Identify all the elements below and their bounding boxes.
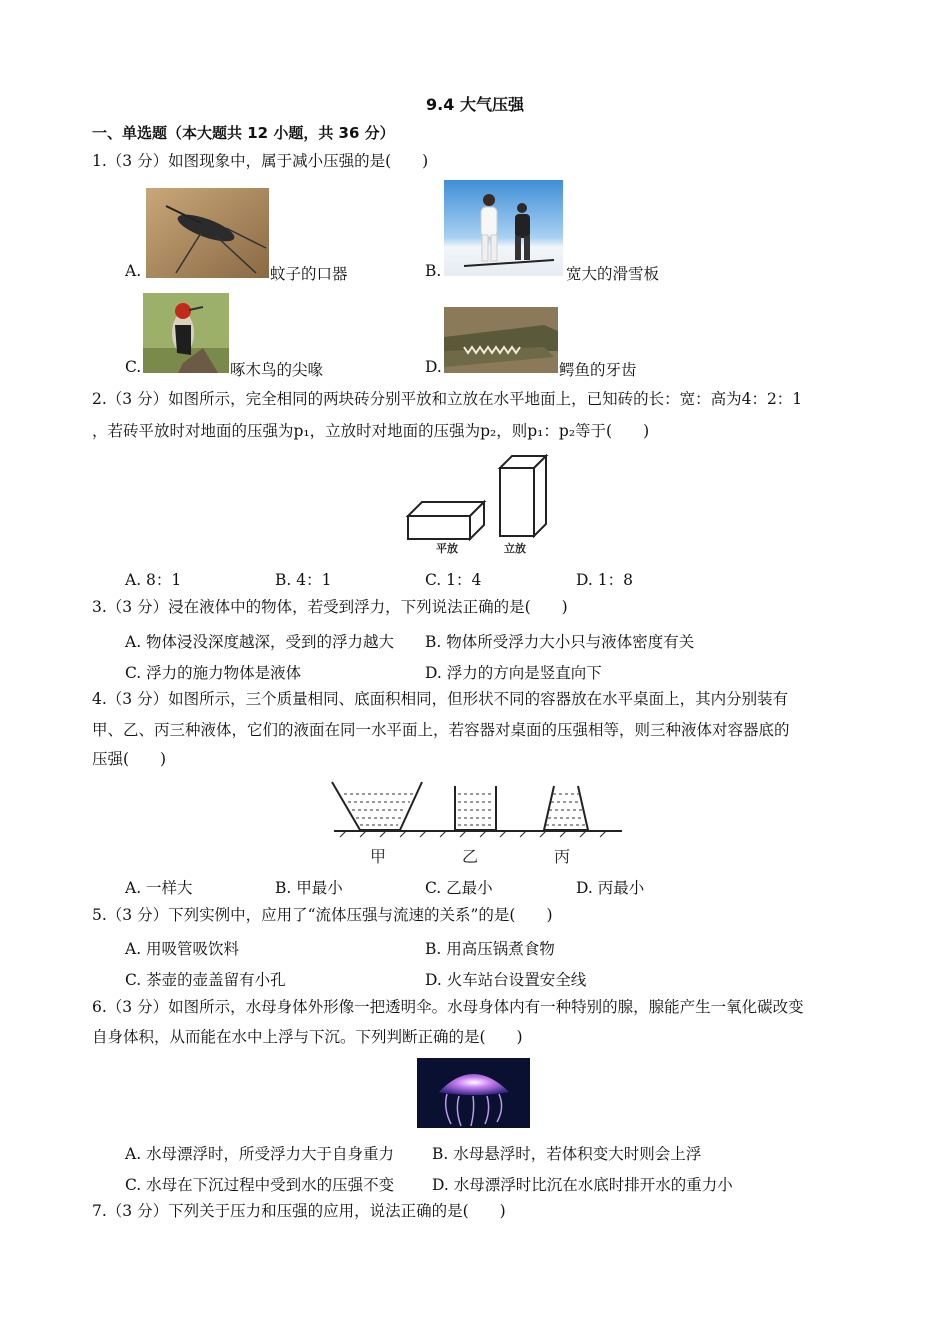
section-heading: 一、单选题（本大题共 12 小题，共 36 分） [92,124,395,142]
jellyfish-image [417,1058,530,1128]
q4-option-c: C. 乙最小 [425,879,493,897]
question-4-line-1: 4.（3 分）如图所示，三个质量相同、底面积相同，但形状不同的容器放在水平桌面上，其内分别装有 [92,690,789,708]
q6-option-d: D. 水母漂浮时比沉在水底时排开水的重力小 [432,1176,733,1194]
woodpecker-image [143,293,229,373]
q4-option-b: B. 甲最小 [275,879,343,897]
containers-figure [330,780,626,868]
q1-option-c-text: 啄木鸟的尖喙 [230,361,324,379]
crocodile-image [444,307,558,373]
question-3-stem: 3.（3 分）浸在液体中的物体，若受到浮力，下列说法正确的是( ) [92,598,568,616]
fig-label-bing: 丙 [554,847,571,866]
q2-option-b: B. 4：1 [275,571,332,589]
q1-option-b-label: B. [425,262,442,280]
q3-option-a: A. 物体浸没深度越深，受到的浮力越大 [125,633,395,651]
question-4-line-2: 甲、乙、丙三种液体，它们的液面在同一水平面上，若容器对桌面的压强相等，则三种液体对容器底的 [92,721,790,739]
question-2-line-2: ，若砖平放时对地面的压强为p₁，立放时对地面的压强为p₂，则p₁：p₂等于( ) [92,422,650,440]
q1-option-a-label: A. [125,262,142,280]
q4-option-a: A. 一样大 [125,879,193,897]
question-5-stem: 5.（3 分）下列实例中，应用了“流体压强与流速的关系”的是( ) [92,906,553,924]
q2-option-c: C. 1：4 [425,571,482,589]
page-title: 9.4 大气压强 [426,95,524,114]
question-2-line-1: 2.（3 分）如图所示，完全相同的两块砖分别平放和立放在水平地面上，已知砖的长：宽：高为4：2：1 [92,390,803,408]
q1-option-d-label: D. [425,358,442,376]
q1-option-c-label: C. [125,358,142,376]
q5-option-b: B. 用高压锅煮食物 [425,940,555,958]
q5-option-c: C. 茶壶的壶盖留有小孔 [125,971,286,989]
q6-option-a: A. 水母漂浮时，所受浮力大于自身重力 [125,1145,395,1163]
q5-option-d: D. 火车站台设置安全线 [425,971,587,989]
fig-label-jia: 甲 [370,847,387,866]
q6-option-b: B. 水母悬浮时，若体积变大时则会上浮 [432,1145,702,1163]
q2-option-d: D. 1：8 [576,571,633,589]
q1-option-b-text: 宽大的滑雪板 [566,265,660,283]
bricks-figure [398,452,554,560]
fig-label-flat: 平放 [436,542,458,555]
q2-option-a: A. 8：1 [125,571,182,589]
question-1-stem: 1.（3 分）如图现象中，属于减小压强的是( ) [92,152,429,170]
question-6-line-2: 自身体积，从而能在水中上浮与下沉。下列判断正确的是( ) [92,1028,523,1046]
question-7-stem: 7.（3 分）下列关于压力和压强的应用，说法正确的是( ) [92,1202,506,1220]
q3-option-d: D. 浮力的方向是竖直向下 [425,664,602,682]
fig-label-stand: 立放 [504,542,526,555]
q1-option-d-text: 鳄鱼的牙齿 [559,361,637,379]
question-6-line-1: 6.（3 分）如图所示，水母身体外形像一把透明伞。水母身体内有一种特别的腺，腺能产生一氧化碳改变 [92,998,804,1016]
q1-option-a-text: 蚊子的口器 [270,265,348,283]
q6-option-c: C. 水母在下沉过程中受到水的压强不变 [125,1176,395,1194]
q3-option-b: B. 物体所受浮力大小只与液体密度有关 [425,633,695,651]
skiers-image [444,180,563,276]
fig-label-yi: 乙 [462,847,479,866]
q4-option-d: D. 丙最小 [576,879,645,897]
q3-option-c: C. 浮力的施力物体是液体 [125,664,302,682]
mosquito-image [146,188,269,278]
question-4-line-3: 压强( ) [92,750,167,768]
q5-option-a: A. 用吸管吸饮料 [125,940,240,958]
